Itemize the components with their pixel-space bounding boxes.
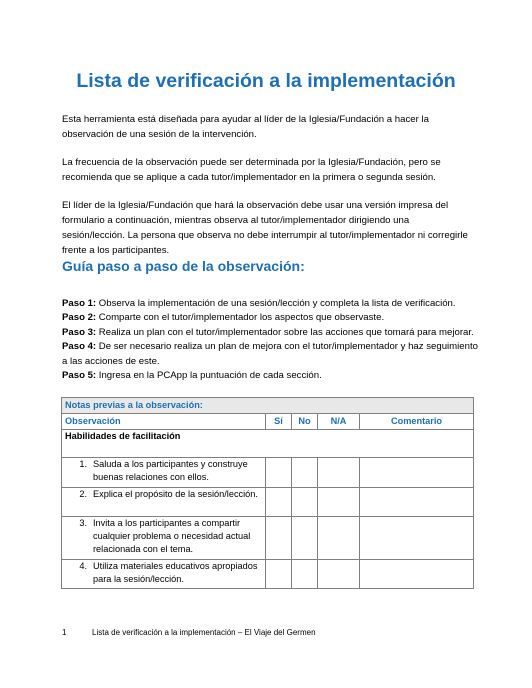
page-footer [62,628,316,637]
item-text: Explica el propósito de la sesión/lección. [93,489,258,499]
checkbox-no[interactable] [292,488,318,517]
table-row [62,560,474,589]
item-text: Invita a los participantes a compartir cualquier problema o necesidad actual relacionada con el tema. [93,518,251,555]
page-number: 1 [62,628,67,637]
checkbox-si[interactable] [266,458,292,488]
section-title: Habilidades de facilitación [62,430,474,458]
checkbox-no[interactable] [292,458,318,488]
step-item [62,326,482,340]
step-label: Paso 5: [62,370,97,382]
checkbox-si[interactable] [266,488,292,517]
guide-heading: Guía paso a paso de la observación: [62,258,305,274]
step-item [62,340,482,369]
header-no: No [292,414,318,430]
notes-label: Notas previas a la observación: [62,398,474,414]
checkbox-na[interactable] [318,488,360,517]
item-number: 1. [79,459,87,469]
header-comentario: Comentario [360,414,474,430]
item-number: 2. [79,489,87,499]
item-text: Saluda a los participantes y construye buenas relaciones con ellos. [93,459,248,483]
header-observacion: Observación [62,414,266,430]
checkbox-no[interactable] [292,517,318,560]
item-number: 3. [79,518,87,528]
observation-item [62,517,266,560]
step-text: De ser necesario realiza un plan de mejora con el tutor/implementador y haz seguimiento a las acciones de este. [62,341,478,367]
step-label: Paso 4: [62,341,97,353]
step-text: Observa la implementación de una sesión/lección y completa la lista de verificación. [96,298,456,309]
steps-list [62,297,482,383]
checkbox-no[interactable] [292,560,318,589]
step-text: Comparte con el tutor/implementador los aspectos que observaste. [96,312,385,324]
table-row [62,517,474,560]
step-text: Realiza un plan con el tutor/implementador sobre las acciones que tomará para mejorar. [96,326,474,338]
comment-cell[interactable] [360,560,474,589]
step-label: Paso 3: [62,326,97,338]
step-label: Paso 2: [62,312,97,324]
comment-cell[interactable] [360,458,474,488]
observation-table [61,397,474,589]
page-title: Lista de verificación a la implementación [76,70,456,92]
checkbox-na[interactable] [318,458,360,488]
comment-cell[interactable] [360,488,474,517]
intro-paragraph-1: Esta herramienta está diseñada para ayudar al líder de la Iglesia/Fundación a hacer la observación de una sesión de la intervención. [62,114,429,140]
checkbox-na[interactable] [318,517,360,560]
checkbox-si[interactable] [266,560,292,589]
observation-item [62,560,266,589]
step-label: Paso 1: [62,298,97,309]
step-item [62,297,482,311]
checkbox-na[interactable] [318,560,360,589]
comment-cell[interactable] [360,517,474,560]
checkbox-si[interactable] [266,517,292,560]
intro-paragraph-3: El líder de la Iglesia/Fundación que hará la observación debe usar una versión impresa del formulario a continuación, mientras observa al tutor/implementador dirigiendo una sesión/lección. La persona que observa no debe interrumpir al tutor/implementador ni corregirle frente a los participantes. [62,200,468,256]
observation-item [62,488,266,517]
header-si: Sí [266,414,292,430]
step-item [62,311,482,325]
header-na: N/A [318,414,360,430]
footer-text: Lista de verificación a la implementación – El Viaje del Germen [92,628,316,637]
item-number: 4. [79,561,87,571]
table-row [62,488,474,517]
step-item [62,369,482,383]
observation-item [62,458,266,488]
step-text: Ingresa en la PCApp la puntuación de cada sección. [96,370,322,382]
intro-paragraph-2: La frecuencia de la observación puede ser determinada por la Iglesia/Fundación, pero se recomienda que se aplique a cada tutor/implementador en la primera o segunda sesión. [62,157,441,183]
table-row [62,458,474,488]
item-text: Utiliza materiales educativos apropiados para la sesión/lección. [93,561,258,585]
